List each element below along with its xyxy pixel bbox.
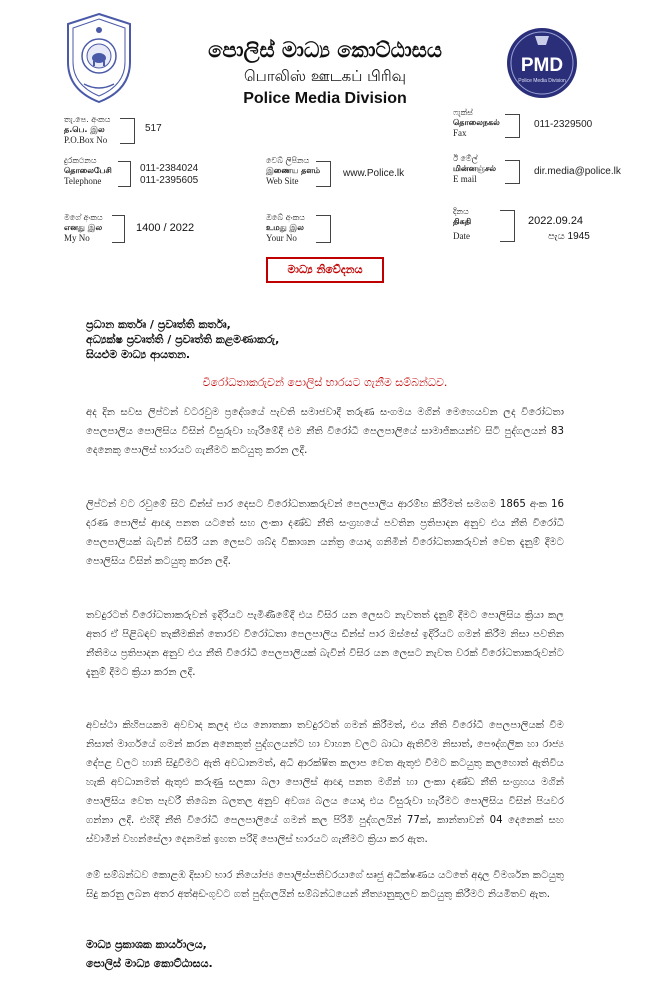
paragraph-1: අද දින සවස ලිප්ටන් වටරවුම ප්‍රදේශයේ පැවති සමාජවාදී තරුණ සංගමය මගින් මෙහෙයවන ලද විරෝධතා පෙලපාලිය පොලිසිය විසින් විසුරුවා හැරීමේදී එම නීති විරෝධී පෙලපාලියේ සාමාජිකයන්ව සිටි පුද්ගලයන් 83 දෙනෙකු පොලිස් භාරයට ගැනීමට කටයුතු කරන ලදී. (86, 407, 564, 456)
addressee-3: සියළුම මාධ්‍ය ආයතන. (86, 348, 191, 361)
my-no-label: මගේ අංකය எனது இல My No (64, 213, 103, 243)
signature-line-2: පොලිස් මාධ්‍ය කොට්ඨාසය. (86, 957, 213, 970)
pmd-logo-subtext: Police Media Division (518, 78, 566, 84)
my-no-value: 1400 / 2022 (136, 222, 195, 234)
subject-line: විරෝධතාකරුවන් පොලිස් භාරයට ගැනීම සම්බන්ධව. (202, 376, 448, 389)
po-box-value: 517 (145, 123, 162, 134)
date-value: 2022.09.24 (528, 215, 584, 227)
telephone-value-2: 011-2395605 (140, 175, 199, 186)
date-bracket (500, 210, 515, 242)
pmd-logo (505, 26, 579, 100)
website-bracket (316, 161, 331, 187)
title-tamil: பொலிஸ் ஊடகப் பிரிவு (243, 67, 406, 85)
signature-line-1: මාධ්‍ය ප්‍රකාශක කාර්යාලය, (86, 938, 207, 951)
paragraph-3: තවදුරටත් විරෝධතාකරුවන් ඉදිරියට පැමිණීමේදී එය විසිර යන ලෙසට නැවතත් දැනුම් දීමට පොලිසිය ක්‍රියා කල අතර ඒ පිළිබඳව තැකීමකින් තොරව විරෝධතා පෙලපාලිය ඩීන්ස් පාර ඔස්සේ ඉදිරියට ගමන් කිරීම නිසා පවතින නීතිමය ප්‍රතිපාදන අනුව එය නීති විරෝධී පෙලපාලියක් බැවින් විසිර යන ලෙසට නැවත වරක් විරෝධතාකරුවන්ට දැනුම් දීමට ක්‍රියා කරන ලදී. (86, 610, 564, 678)
fax-value: 011-2329500 (534, 119, 593, 130)
title-sinhala: පොලිස් මාධ්‍ය කොට්ඨාසය (208, 38, 442, 62)
email-bracket (505, 160, 520, 184)
date-label: දිනය திகதி Date (453, 207, 472, 241)
title-english: Police Media Division (243, 90, 407, 107)
paragraph-2: ලිප්ටන් වට රවුමේ සිට ඩීන්ස් පාර දෙසට විරෝධතාකරුවන් පෙලපාලිය ආරම්භ කිරීමත් සමගම 1865 අංක 16 දරණ පොලිස් ආඥා පනත යටතේ සහ ලංකා දණ්ඩ නීති සංග්‍රහයේ පවතින ප්‍රතිපාදන අනුව එය නීති විරෝධී පෙලපාලියක් බැවින් විසිරී යන ලෙසට ශබ්ද විකාශන යන්ත්‍ර යොදා ගනිමින් විරෝධතාකරුවන් වෙත දැනුම් දීමට පොලිසිය විසින් කටයුතු කරන ලදී. (86, 499, 564, 567)
pmd-logo-text: PMD (520, 55, 564, 76)
your-no-label: ඔබේ අංකය உமது இல Your No (266, 213, 305, 243)
website-label: වෙබ් ලිපිනය இணைய தளம் Web Site (266, 156, 321, 186)
your-no-bracket (316, 215, 331, 243)
addressee-1: ප්‍රධාන කර්තෘ / ප්‍රවෘත්ති කර්තෘ, (86, 318, 231, 331)
date-values (528, 213, 590, 245)
time-value: පැය 1945 (548, 231, 590, 242)
telephone-bracket (118, 161, 131, 187)
po-box-label: තැ.පෙ. අංකය த.பெ. இல P.O.Box No (64, 115, 111, 145)
fax-bracket (505, 114, 520, 138)
addressee-2: අධ්‍යක්ෂ ප්‍රවෘත්ති / ප්‍රවෘත්ති කළමණාකරු, (86, 333, 280, 346)
paragraph-5: මේ සම්බන්ධව කොළඹ දිසාව භාර නියෝජ්‍ය පොලිස්පතිවරයාගේ සෘජු අධීක්ෂණය යටතේ අදාල විමර්ශන කටයුතු සිදු කරනු ලබන අතර අත්අඩංගුවට ගත් පුද්ගලයින් සම්බන්ධයෙන් නීත්‍යානුකූලව කටයුතු කිරීමට නියමිතව ඇත. (86, 870, 564, 900)
fax-label: ෆැක්ස් தொலைநகல் Fax (453, 108, 500, 138)
po-box-bracket (120, 118, 135, 144)
notice-title: මාධ්‍ය නිවේදනය (266, 257, 384, 283)
email-link[interactable]: dir.media@police.lk (534, 166, 621, 177)
telephone-label: දුරකථනය தொலைபேசி Telephone (64, 156, 112, 186)
email-label: ඊ මේල් மின்னஞ்சல் E mail (453, 154, 497, 184)
telephone-values (140, 163, 198, 187)
telephone-value-1: 011-2384024 (140, 163, 199, 174)
paragraph-4: අවස්ථා කිහිපයකම අවවාද කලද එය නොතකා තවදුරටත් ගමන් කිරීමත්, එය නීති විරෝධී පෙලපාලියක් වීම නිසාත් මාර්ගයේ ගමන් කරන අනෙකුත් පුද්ගලයන්ට හා වාහන වලට බාධා ඇතිවීම නිසාත්, පෞද්ගලික හා රාජ්‍ය දේපළ වලට හානි සිදුවීමට ඇති අවධානමත්, අධි ආරක්ෂිත කලාප වෙත ඇතුළු වීමට කටයුතු කලහොත් ඇතිවිය හැකි අවධානමත් ඇතුළු කරුණු සලකා බලා පොලිස් ආඥා පනත මගින් හා ලංකා දණ්ඩ නීති සංග්‍රහය මගින් පොලිසිය වෙත පැවරී තිබෙන බලතල අනුව අවශ්‍ය බලය යොදා එය විසුරුවා හැරීමට පොලිසිය විසින් පියවර ගන්නා ලදී. එහිදී නීති විරෝධී පෙලපාලියේ ගමන් කල පිරිමි පුද්ගලයින් 77ක්, කාන්තාවන් 04 දෙනෙක් සහ ස්වාමීන් වහන්සේලා දෙනමක් ඉහත පරිදි පොලිස් භාරයට ගැනීමට ක්‍රියා කර ඇත. (86, 720, 564, 845)
my-no-bracket (112, 215, 125, 243)
website-link[interactable]: www.Police.lk (343, 168, 405, 179)
